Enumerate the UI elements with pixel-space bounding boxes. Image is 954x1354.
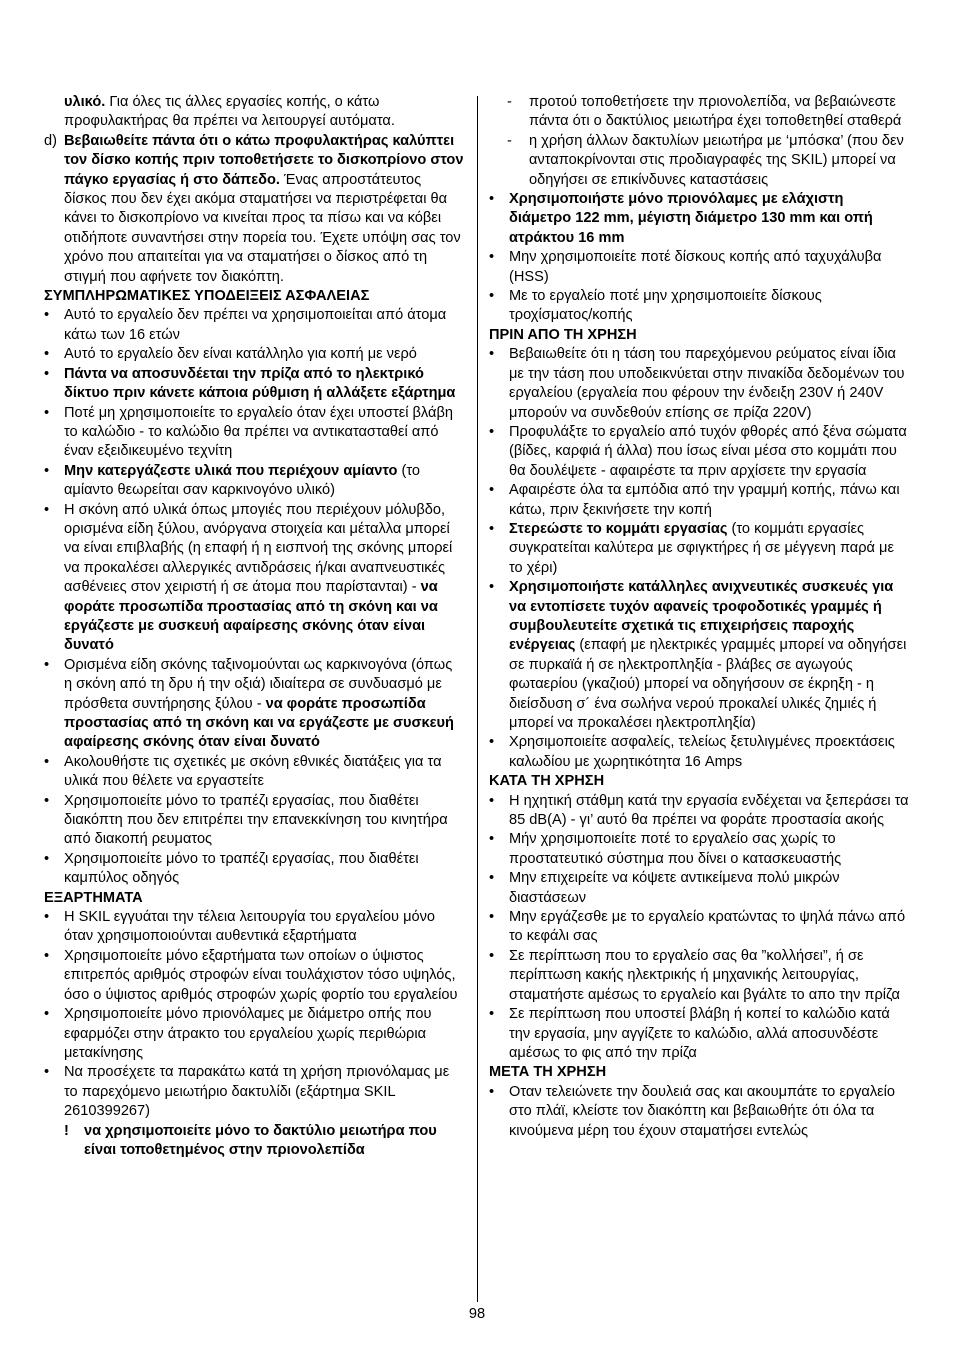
safety-item: • Αυτό το εργαλείο δεν είναι κατάλληλο για κοπή με νερό bbox=[44, 345, 464, 364]
heading-during-use: ΚΑΤΑ ΤΗ ΧΡΗΣΗ bbox=[489, 773, 605, 790]
during-use-item: • Σε περίπτωση που το εργαλείο σας θα ”κολλήσει”, ή σε περίπτωση κακής ηλεκτρικής ή μηχανικής λειτουργίας, σταματήστε αμέσως το εργαλείο και βγάλτε το απο την πρίζα bbox=[489, 947, 900, 1003]
bullet: • bbox=[44, 753, 50, 770]
safety-item: • Μην κατεργάζεστε υλικά που περιέχουν αμίαντο (το αμίαντο θεωρείται σαν καρκινογόνο υλικό) bbox=[44, 462, 420, 499]
bullet: • bbox=[44, 462, 50, 479]
bullet: • bbox=[44, 850, 50, 867]
bullet: • bbox=[44, 909, 50, 926]
before-use-item: • Στερεώστε το κομμάτι εργασίας (το κομμάτι εργασίες συγκρατείται καλύτερα με σφιγκτήρες ή σε μέγγενη παρά με το χέρι) bbox=[489, 520, 894, 576]
continued-text: Για όλες τις άλλες εργασίες κοπής, ο κάτω προφυλακτήρας θα πρέπει να λειτουργεί αυτόματα. bbox=[64, 94, 395, 130]
bullet: • bbox=[489, 191, 495, 208]
accessory-item: • Να προσέχετε τα παρακάτω κατά τη χρήση πριονόλαμας με το παρεχόμενο μειωτήριο δακτυλίδι (εξάρτημα SKIL 2610399267) bbox=[44, 1064, 450, 1120]
bullet: • bbox=[489, 792, 495, 809]
safety-item: • Πάντα να αποσυνδέεται την πρίζα από το ηλεκτρικό δίκτυο πριν κάνετε κάποια ρύθμιση ή αλλάξετε εξάρτημα bbox=[44, 365, 456, 402]
bullet: • bbox=[489, 870, 495, 887]
bullet: • bbox=[489, 249, 495, 266]
item-d-text: Ένας απροστάτευτος δίσκος που δεν έχει ακόμα σταματήσει να περιστρέφεται θα κάνει το δισκοπρίονο να κινείται προς τα πίσω και να κόβει οτιδήποτε συναντήσει στην πορεία του. Έχετε υπόψη σας τον χρόνο που απαιτείται για να σταματήσει ο δίσκος από τη στιγμή που αφήνετε τον διακόπτη. bbox=[64, 171, 461, 285]
bullet: • bbox=[44, 656, 50, 673]
safety-item: • Ορισμένα είδη σκόνης ταξινομούνται ως καρκινογόνα (όπως η σκόνη από τη δρυ ή την οξιά) ιδιαίτερα σε συνδυασμό με πρόσθετα συντήρησης ξύλου - να φοράτε προσωπίδα προστασίας από τη σκόνη και να εργάζεστε με συσκευή αφαίρεσης σκόνης όταν είναι δυνατό bbox=[44, 656, 454, 751]
right-column bbox=[489, 93, 909, 1141]
item-d bbox=[44, 132, 464, 287]
page-number: 98 bbox=[468, 1306, 486, 1322]
before-use-item: • Βεβαιωθείτε ότι η τάση του παρεχόμενου ρεύματος είναι ίδια με την τάση που υποδεικνύεται στην πινακίδα δεδομένων του εργαλείου (εργαλεία που φέρουν την ένδειξη 230V ή 240V μπορούν να συνδεθούν επίσης σε πρίζα 220V) bbox=[489, 346, 905, 421]
bullet: • bbox=[44, 1064, 50, 1081]
bullet: • bbox=[44, 947, 50, 964]
bullet: • bbox=[489, 1006, 495, 1023]
safety-item: • Ποτέ μη χρησιμοποιείτε το εργαλείο όταν έχει υποστεί βλάβη το καλώδιο - το καλώδιο θα πρέπει να αντικατασταθεί από έναν εξειδικευμένο τεχνίτη bbox=[44, 404, 453, 460]
bullet: • bbox=[489, 947, 495, 964]
during-use-item: • Μήν χρησιμοποιείτε ποτέ το εργαλείο σας χωρίς το προστατευτικό σύστημα που δίνει ο κατασκευαστής bbox=[489, 831, 842, 867]
during-use-item: • Μην εργάζεσθε με το εργαλείο κρατώντας το ψηλά πάνω από το κεφάλι σας bbox=[489, 909, 906, 945]
dash: - bbox=[507, 132, 512, 149]
item-d-letter: d) bbox=[44, 132, 57, 149]
during-use-item: • Μην επιχειρείτε να κόψετε αντικείμενα πολύ μικρών διαστάσεων bbox=[489, 870, 840, 906]
heading-accessories: ΕΞΑΡΤΗΜΑΤΑ bbox=[44, 889, 143, 906]
bullet: • bbox=[489, 909, 495, 926]
bullet: • bbox=[489, 346, 495, 363]
accessory-item: • Χρησιμοποιείτε μόνο πριονόλαμες με διάμετρο οπής που εφαρμόζει στην άτρακτο του εργαλείου χωρίς περιθώρια μετακίνησης bbox=[44, 1006, 432, 1061]
before-use-item: • Χρησιμοποιείτε ασφαλείς, τελείως ξετυλιγμένες προεκτάσεις καλωδίου με χωρητικότητα 16 Amps bbox=[489, 734, 895, 770]
warning-text: να χρησιμοποιείτε μόνο το δακτύλιο μειωτήρα που είναι τοποθετημένος στην πριονολεπίδα bbox=[84, 1122, 437, 1158]
accessory-item: • Μην χρησιμοποιείτε ποτέ δίσκους κοπής από ταχυχάλυβα (HSS) bbox=[489, 249, 882, 285]
bullet: • bbox=[44, 792, 50, 809]
bullet: • bbox=[44, 1006, 50, 1023]
before-use-item: • Χρησιμοποιήστε κατάλληλες ανιχνευτικές συσκευές για να εντοπίσετε τυχόν αφανείς τροφοδοτικές γραμμές ή συμβουλευτείτε σχετικά τις επιχειρήσεις παροχής ενέργειας (επαφή με ηλεκτρικές γραμμές μπορεί να οδηγήσει σε πυρκαϊά ή σε ηλεκτροπληξία - βλάβες σε αγωγούς φωταερίου (γκαζιού) μπορεί να οδηγήσουν σε έκρηξη - η διείσδυση σ´ ένα σωλήνα νερού προκαλεί υλικές ζημιές ή μπορεί να προκαλέσει ηλεκτροπληξία) bbox=[489, 579, 907, 731]
after-use-item: • Οταν τελειώνετε την δουλειά σας και ακουμπάτε το εργαλείο στο πλάϊ, κλείστε τον διακόπτη και βεβαιωθήτε ότι όλα τα κινούμενα μέρη του έχουν σταματήσει εντελώς bbox=[489, 1083, 896, 1139]
bullet: • bbox=[489, 831, 495, 848]
warning-item bbox=[44, 1122, 464, 1161]
exclamation-icon: ! bbox=[64, 1122, 69, 1139]
bullet: • bbox=[44, 307, 50, 324]
accessory-item: • Χρησιμοποιείτε μόνο εξαρτήματα των οποίων ο ύψιστος επιτρεπός αριθμός στροφών είναι τουλάχιστον τόσο υψηλός, όσο ο ύψιστος αριθμός στροφών χωρίς φορτίο του εργαλείου bbox=[44, 947, 458, 1003]
accessory-item: • Με το εργαλείο ποτέ μην χρησιμοποιείτε δίσκους τροχίσματος/κοπής bbox=[489, 288, 822, 324]
heading-after-use: ΜΕΤΑ ΤΗ ΧΡΗΣΗ bbox=[489, 1064, 607, 1081]
safety-item: • Ακολουθήστε τις σχετικές με σκόνη εθνικές διατάξεις για τα υλικά που θέλετε να εργαστείτε bbox=[44, 753, 442, 790]
column-divider bbox=[477, 96, 478, 1302]
safety-item: • Χρησιμοποιείτε μόνο το τραπέζι εργασίας, που διαθέτει καμπύλος οδηγός bbox=[44, 850, 419, 887]
bullet: • bbox=[489, 734, 495, 751]
during-use-item: • Σε περίπτωση που υποστεί βλάβη ή κοπεί το καλώδιο κατά την εργασία, μην αγγίζετε το καλώδιο, αλλά αποσυνδέστε αμέσως το φις από την πρίζα bbox=[489, 1006, 890, 1061]
bullet: • bbox=[44, 365, 50, 382]
bullet: • bbox=[489, 423, 495, 440]
bullet: • bbox=[44, 404, 50, 421]
safety-item: • Η σκόνη από υλικά όπως μπογιές που περιέχουν μόλυβδο, ορισμένα είδη ξύλου, ανόργανα στοιχεία και μέταλλα μπορεί να είναι επιβλαβής (η επαφή ή η εισπνοή της σκόνης μπορεί να προκαλέσει αλλεργικές αντιδράσεις ή/και αναπνευστικές ασθένειες στον χειριστή ή σε άτομα που παρίστανται) - να φοράτε προσωπίδα προστασίας από τη σκόνη και να εργάζεστε με συσκευή αφαίρεσης σκόνης όταν είναι δυνατό bbox=[44, 501, 453, 654]
bullet: • bbox=[489, 579, 495, 596]
before-use-item: • Αφαιρέστε όλα τα εμπόδια από την γραμμή κοπής, πάνω και κάτω, πριν ξεκινήσετε την κοπή bbox=[489, 482, 900, 518]
accessory-item: • Χρησιμοποιήστε μόνο πριονόλαμες με ελάχιστη διάμετρο 122 mm, μέγιστη διάμετρο 130 mm και οπή ατράκτου 16 mm bbox=[489, 191, 873, 246]
dash-item: - η χρήση άλλων δακτυλίων μειωτήρα με ‘μπόσκα’ (που δεν ανταποκρίνονται στις προδιαγραφές της SKIL) μπορεί να οδηγήσει σε επικίνδυνες καταστάσεις bbox=[507, 132, 904, 188]
bullet: • bbox=[489, 482, 495, 499]
bullet: • bbox=[489, 520, 495, 537]
during-use-item: • Η ηχητική στάθμη κατά την εργασία ενδέχεται να ξεπεράσει τα 85 dB(A) - γι’ αυτό θα πρέπει να φοράτε προστασία ακοής bbox=[489, 792, 909, 829]
safety-item: • Χρησιμοποιείτε μόνο το τραπέζι εργασίας, που διαθέτει διακόπτη που δεν επιτρέπει την επανεκκίνηση του κινητήρα από διακοπή ρευματος bbox=[44, 792, 448, 848]
heading-before-use: ΠΡΙΝ ΑΠΟ ΤΗ ΧΡΗΣΗ bbox=[489, 326, 637, 343]
bullet: • bbox=[489, 288, 495, 305]
item-d-bold: Βεβαιωθείτε πάντα ότι ο κάτω προφυλακτήρας καλύπτει τον δίσκο κοπής πριν τοποθετήσετε το δισκοπρίονο στον πάγκο εργασίας ή στο δάπεδο. Ένας απροστάτευτος δίσκος που δεν έχει ακόμα σταματήσει να περιστρέφεται θα κάνει το δισκοπρίονο να κινείται προς τα πίσω και να κόβει οτιδήποτε συναντήσει στην πορεία του. Έχετε υπόψη σας τον χρόνο που απαιτείται για να σταματήσει ο δίσκος από τη στιγμή που αφήνετε τον διακόπτη. bbox=[64, 132, 464, 285]
bullet: • bbox=[44, 346, 50, 363]
dash: - bbox=[507, 94, 512, 110]
continued-paragraph bbox=[44, 93, 464, 132]
left-column bbox=[44, 93, 464, 1160]
bullet: • bbox=[44, 501, 50, 518]
safety-item: • Αυτό το εργαλείο δεν πρέπει να χρησιμοποιείται από άτομα κάτω των 16 ετών bbox=[44, 307, 447, 343]
heading-supplementary-safety: ΣΥΜΠΛΗΡΩΜΑΤΙΚΕΣ ΥΠΟΔΕΙΞΕΙΣ ΑΣΦΑΛΕΙΑΣ bbox=[44, 288, 370, 305]
accessory-item: • Η SKIL εγγυάται την τέλεια λειτουργία του εργαλείου μόνο όταν χρησιμοποιούνται αυθεντικά εξαρτήματα bbox=[44, 909, 436, 945]
continued-bold: υλικό. bbox=[64, 94, 106, 110]
dash-item: - προτού τοποθετήσετε την πριονολεπίδα, να βεβαιώνεστε πάντα ότι ο δακτύλιος μειωτήρα έχει τοποθετηθεί σταθερά bbox=[507, 94, 902, 130]
bullet: • bbox=[489, 1083, 495, 1100]
before-use-item: • Προφυλάξτε το εργαλείο από τυχόν φθορές από ξένα σώματα (βίδες, καρφιά ή άλλα) που ίσως είναι μέσα στο κομμάτι που θα δουλέψετε - αφαιρέστε τα πριν αρχίσετε την εργασία bbox=[489, 423, 907, 479]
